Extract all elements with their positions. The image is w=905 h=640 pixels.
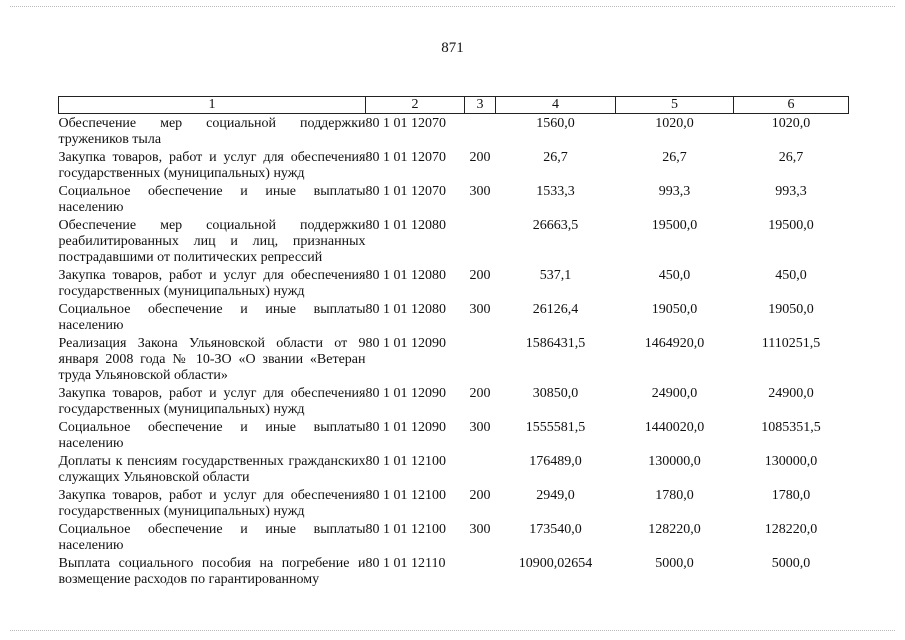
table-row bbox=[59, 520, 849, 554]
row-value-year3-cell: 1020,0 bbox=[771, 116, 811, 131]
row-code-cell: 80 1 01 12100 bbox=[365, 454, 446, 469]
row-value-year2-cell: 26,7 bbox=[662, 150, 687, 165]
table-row bbox=[59, 182, 849, 216]
row-expense-type-cell bbox=[465, 452, 496, 486]
row-value-year1-cell: 1586431,5 bbox=[525, 336, 586, 351]
row-code-cell: 80 1 01 12090 bbox=[365, 386, 446, 401]
row-expense-type-cell: 300 bbox=[469, 420, 491, 435]
row-value-year1-cell: 1555581,5 bbox=[525, 420, 586, 435]
table-row bbox=[59, 418, 849, 452]
row-value-year3-cell: 450,0 bbox=[775, 268, 807, 283]
table-header-row bbox=[59, 97, 849, 114]
table-row bbox=[59, 148, 849, 182]
scan-edge-top bbox=[10, 6, 895, 7]
row-value-year3-cell: 24900,0 bbox=[768, 386, 814, 401]
row-code-cell: 80 1 01 12110 bbox=[365, 556, 446, 571]
row-value-year3-cell: 993,3 bbox=[775, 184, 807, 199]
row-value-year2-cell: 450,0 bbox=[658, 268, 691, 283]
budget-table-container bbox=[58, 96, 848, 588]
column-header: 3 bbox=[465, 97, 496, 114]
row-expense-type-cell: 300 bbox=[469, 302, 491, 317]
row-name-cell: Выплата социального пособия на погребение и возмещение расходов по гарантированному bbox=[58, 556, 366, 587]
row-value-year3-cell: 128220,0 bbox=[764, 522, 818, 537]
row-code-cell: 80 1 01 12080 bbox=[365, 268, 446, 283]
table-row bbox=[59, 114, 849, 149]
row-expense-type-cell bbox=[465, 114, 496, 149]
table-row bbox=[59, 384, 849, 418]
table-row bbox=[59, 216, 849, 266]
row-value-year2-cell: 19500,0 bbox=[651, 218, 698, 233]
table-body bbox=[59, 114, 849, 589]
table-row bbox=[59, 266, 849, 300]
row-value-year1-cell: 1560,0 bbox=[536, 116, 575, 131]
row-value-year3-cell: 1110251,5 bbox=[761, 336, 821, 351]
column-header: 2 bbox=[366, 97, 465, 114]
table-row bbox=[59, 334, 849, 384]
table-row bbox=[59, 486, 849, 520]
table-row bbox=[59, 554, 849, 588]
column-header: 1 bbox=[59, 97, 366, 114]
row-value-year3-cell: 19500,0 bbox=[768, 218, 814, 233]
row-name-cell: Социальное обеспечение и иные выплаты населению bbox=[58, 184, 366, 215]
table-row bbox=[59, 452, 849, 486]
row-expense-type-cell: 300 bbox=[469, 522, 491, 537]
row-value-year2-cell: 1464920,0 bbox=[644, 336, 705, 351]
row-value-year2-cell: 993,3 bbox=[658, 184, 691, 199]
row-code-cell: 80 1 01 12070 bbox=[365, 184, 446, 199]
row-name-cell: Обеспечение мер социальной поддержки реабилитированных лиц и лиц, признанных пострадавшими от политических репрессий bbox=[58, 218, 366, 265]
row-value-year2-cell: 130000,0 bbox=[648, 454, 701, 469]
row-value-year1-cell: 176489,0 bbox=[529, 454, 582, 469]
column-header: 5 bbox=[616, 97, 734, 114]
page-number: 871 bbox=[441, 40, 464, 56]
row-value-year1-cell: 1533,3 bbox=[536, 184, 575, 199]
row-code-cell: 80 1 01 12090 bbox=[365, 420, 446, 435]
row-name-cell: Доплаты к пенсиям государственных гражданских служащих Ульяновской области bbox=[58, 454, 366, 485]
row-name-cell: Закупка товаров, работ и услуг для обеспечения государственных (муниципальных) нужд bbox=[58, 268, 366, 299]
row-value-year3-cell: 5000,0 bbox=[771, 556, 811, 571]
row-code-cell: 80 1 01 12100 bbox=[365, 488, 446, 503]
row-value-year2-cell: 128220,0 bbox=[648, 522, 701, 537]
row-value-year3-cell: 19050,0 bbox=[768, 302, 814, 317]
row-code-cell: 80 1 01 12090 bbox=[365, 336, 446, 351]
row-name-cell: Социальное обеспечение и иные выплаты населению bbox=[58, 522, 366, 553]
row-name-cell: Социальное обеспечение и иные выплаты населению bbox=[58, 420, 366, 451]
row-value-year1-cell: 173540,0 bbox=[529, 522, 582, 537]
row-value-year1-cell: 26,7 bbox=[543, 150, 568, 165]
row-expense-type-cell: 200 bbox=[469, 488, 491, 503]
row-expense-type-cell bbox=[465, 554, 496, 588]
row-value-year2-cell: 1020,0 bbox=[655, 116, 694, 131]
row-name-cell: Обеспечение мер социальной поддержки тружеников тыла bbox=[58, 116, 366, 147]
row-name-cell: Социальное обеспечение и иные выплаты населению bbox=[58, 302, 366, 333]
row-code-cell: 80 1 01 12100 bbox=[365, 522, 446, 537]
row-expense-type-cell: 200 bbox=[469, 268, 491, 283]
row-value-year2-cell: 24900,0 bbox=[651, 386, 698, 401]
row-code-cell: 80 1 01 12080 bbox=[365, 218, 446, 233]
row-value-year1-cell: 10900,02654 bbox=[518, 556, 593, 571]
row-value-year3-cell: 130000,0 bbox=[764, 454, 818, 469]
row-expense-type-cell bbox=[465, 334, 496, 384]
scan-edge-bottom bbox=[10, 630, 895, 631]
row-value-year2-cell: 1440020,0 bbox=[644, 420, 705, 435]
row-name-cell: Реализация Закона Ульяновской области от 9 января 2008 года № 10-ЗО «О звании «Ветеран труда Ульяновской области» bbox=[58, 336, 366, 383]
row-value-year2-cell: 19050,0 bbox=[651, 302, 698, 317]
row-value-year2-cell: 5000,0 bbox=[655, 556, 694, 571]
row-value-year1-cell: 2949,0 bbox=[536, 488, 575, 503]
row-expense-type-cell: 200 bbox=[469, 150, 491, 165]
row-code-cell: 80 1 01 12080 bbox=[365, 302, 446, 317]
column-header: 6 bbox=[734, 97, 849, 114]
budget-table bbox=[58, 96, 849, 588]
row-expense-type-cell: 300 bbox=[469, 184, 491, 199]
column-header: 4 bbox=[496, 97, 616, 114]
row-value-year3-cell: 26,7 bbox=[778, 150, 804, 165]
row-code-cell: 80 1 01 12070 bbox=[365, 116, 446, 131]
row-value-year1-cell: 26126,4 bbox=[532, 302, 579, 317]
row-expense-type-cell: 200 bbox=[469, 386, 491, 401]
row-value-year1-cell: 537,1 bbox=[539, 268, 572, 283]
row-name-cell: Закупка товаров, работ и услуг для обеспечения государственных (муниципальных) нужд bbox=[58, 488, 366, 519]
row-name-cell: Закупка товаров, работ и услуг для обеспечения государственных (муниципальных) нужд bbox=[58, 386, 366, 417]
row-value-year3-cell: 1780,0 bbox=[771, 488, 811, 503]
row-code-cell: 80 1 01 12070 bbox=[365, 150, 446, 165]
row-expense-type-cell bbox=[465, 216, 496, 266]
table-row bbox=[59, 300, 849, 334]
row-value-year2-cell: 1780,0 bbox=[655, 488, 694, 503]
row-value-year3-cell: 1085351,5 bbox=[761, 420, 821, 435]
row-name-cell: Закупка товаров, работ и услуг для обеспечения государственных (муниципальных) нужд bbox=[58, 150, 366, 181]
row-value-year1-cell: 26663,5 bbox=[532, 218, 579, 233]
row-value-year1-cell: 30850,0 bbox=[532, 386, 579, 401]
